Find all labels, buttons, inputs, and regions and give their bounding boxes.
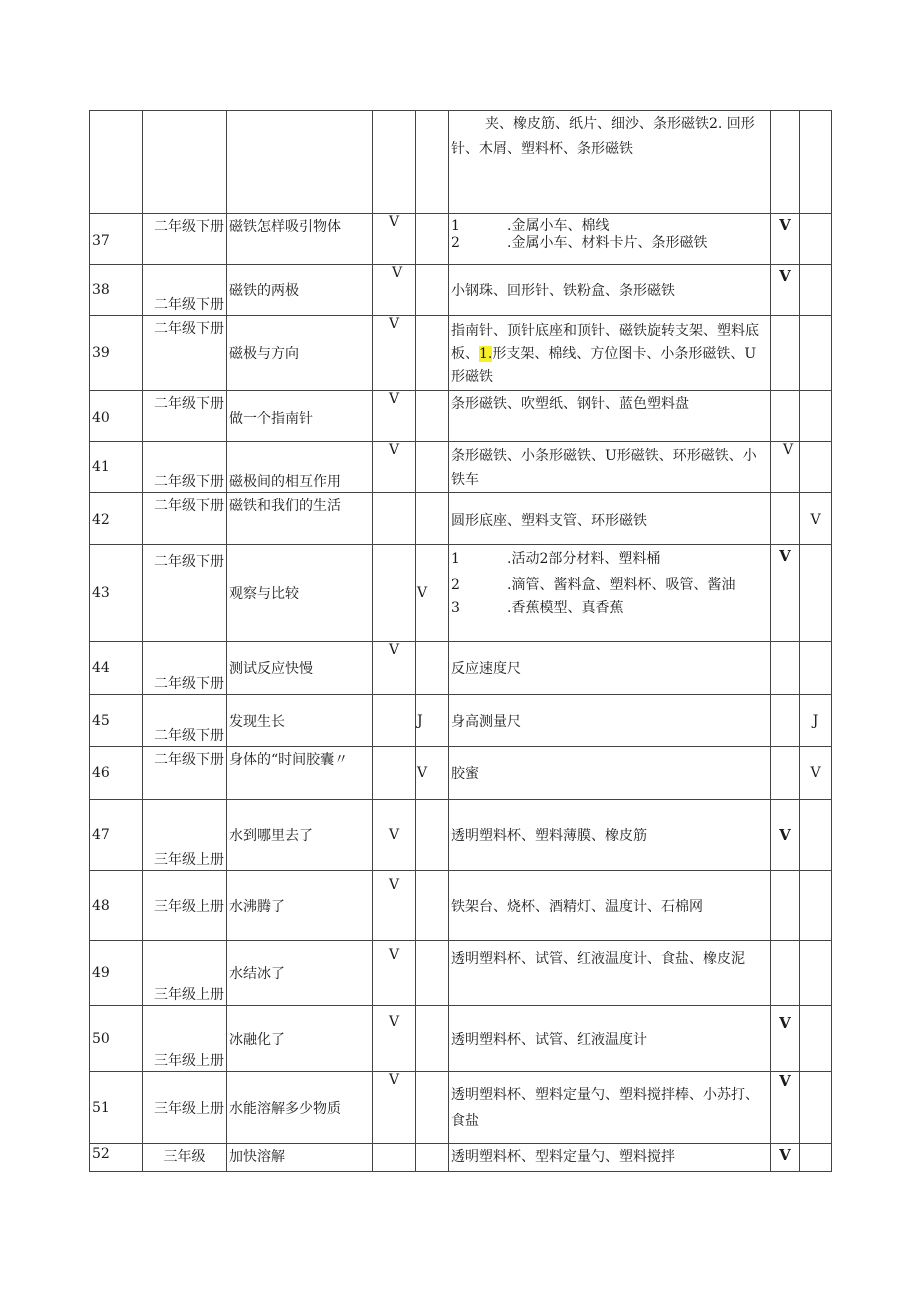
table-row xyxy=(90,1144,832,1172)
check-mark: V xyxy=(779,1014,791,1032)
mark-col8-cell xyxy=(800,1144,832,1172)
title-cell xyxy=(227,316,373,391)
table-row-continued xyxy=(90,111,832,214)
no-cell xyxy=(90,545,143,642)
check-mark: V xyxy=(779,267,791,285)
mark-col8-cell xyxy=(800,545,832,642)
check-mark: V xyxy=(779,1146,791,1164)
table-row xyxy=(90,1072,832,1144)
mark-col5-cell xyxy=(416,1072,449,1144)
title-cell xyxy=(227,391,373,442)
mark-col4-cell xyxy=(373,493,416,545)
lesson-title: 磁铁和我们的生活 xyxy=(229,498,341,514)
materials-cell xyxy=(449,871,771,941)
title-cell xyxy=(227,642,373,695)
title-cell xyxy=(227,800,373,871)
grade: 三年级上册 xyxy=(154,1100,224,1117)
mark-col8-cell xyxy=(800,1072,832,1144)
mark-col5-cell xyxy=(416,941,449,1006)
row-number: 40 xyxy=(92,410,110,426)
grade-cell xyxy=(143,391,227,442)
materials-cell xyxy=(449,800,771,871)
no-cell xyxy=(90,1072,143,1144)
mark-col5-cell xyxy=(416,265,449,316)
row-number: 46 xyxy=(92,765,110,781)
row-number: 44 xyxy=(92,660,110,676)
materials-text: 指南针、顶针底座和顶针、磁铁旋转支架、塑料底板、1.形支架、棉线、方位图卡、小条形磁铁、U形磁铁 xyxy=(451,323,759,385)
no-cell xyxy=(90,442,143,493)
no-cell xyxy=(90,493,143,545)
mark-col8-cell xyxy=(800,747,832,800)
check-mark: J xyxy=(812,712,819,729)
table-row xyxy=(90,391,832,442)
title-cell xyxy=(227,265,373,316)
mark-col7-cell xyxy=(771,545,800,642)
grade: 二年级下册 xyxy=(154,219,224,235)
grade-cell xyxy=(143,316,227,391)
title-cell xyxy=(227,1072,373,1144)
check-mark: V xyxy=(388,827,400,843)
grade-cell xyxy=(143,493,227,545)
lesson-title: 水能溶解多少物质 xyxy=(229,1100,341,1117)
mark-col7-cell xyxy=(771,871,800,941)
mark-col5-cell xyxy=(416,695,449,747)
mark-col4-cell xyxy=(373,871,416,941)
lesson-title: 冰融化了 xyxy=(229,1031,285,1048)
list-item: 1 .金属小车、棉线 xyxy=(451,218,610,234)
table-row xyxy=(90,642,832,695)
no-cell xyxy=(90,265,143,316)
check-mark: V xyxy=(779,216,791,234)
grade-cell xyxy=(143,111,227,214)
check-mark: V xyxy=(779,826,791,844)
lesson-title: 水沸腾了 xyxy=(229,898,285,915)
mark-col4-cell xyxy=(373,642,416,695)
title-cell xyxy=(227,695,373,747)
check-mark: V xyxy=(388,391,400,407)
mark-col8-cell xyxy=(800,941,832,1006)
materials-text: 小钢珠、回形针、铁粉盒、条形磁铁 xyxy=(451,283,675,299)
mark-col7-cell xyxy=(771,1006,800,1072)
materials-cell xyxy=(449,316,771,391)
mark-col8-cell xyxy=(800,265,832,316)
grade: 二年级下册 xyxy=(154,498,224,514)
grade-cell xyxy=(143,545,227,642)
mark-col7-cell xyxy=(771,800,800,871)
row-number: 49 xyxy=(92,965,110,981)
materials-cell xyxy=(449,1144,771,1172)
table-row xyxy=(90,265,832,316)
materials-cell xyxy=(449,111,771,214)
mark-col7-cell xyxy=(771,442,800,493)
title-cell xyxy=(227,941,373,1006)
grade: 二年级下册 xyxy=(154,728,224,744)
table-row xyxy=(90,747,832,800)
mark-col7-cell xyxy=(771,316,800,391)
materials-cell xyxy=(449,747,771,800)
mark-col5-cell xyxy=(416,493,449,545)
mark-col5-cell xyxy=(416,747,449,800)
mark-col5-cell xyxy=(416,871,449,941)
check-mark: V xyxy=(388,877,400,893)
table-row xyxy=(90,695,832,747)
grade: 二年级下册 xyxy=(154,554,224,570)
list-item: 2 .滴管、酱料盒、塑料杯、吸管、酱油 xyxy=(451,577,736,593)
lesson-title: 加快溶解 xyxy=(229,1149,285,1165)
check-mark: V xyxy=(388,1014,400,1030)
check-mark: V xyxy=(810,765,821,781)
mark-col7-cell xyxy=(771,1144,800,1172)
materials-text: 条形磁铁、吹塑纸、钢针、蓝色塑料盘 xyxy=(451,396,689,412)
materials-text: 铁架台、烧杯、酒精灯、温度计、石棉网 xyxy=(451,898,703,915)
mark-col8-cell xyxy=(800,391,832,442)
mark-col4-cell xyxy=(373,214,416,265)
check-mark: V xyxy=(388,1072,400,1088)
mark-col8-cell xyxy=(800,695,832,747)
materials-text: 胶蜜 xyxy=(451,766,479,782)
title-cell xyxy=(227,1144,373,1172)
mark-col4-cell xyxy=(373,941,416,1006)
row-number: 43 xyxy=(92,585,110,601)
check-mark: V xyxy=(391,265,403,281)
lesson-title: 磁铁的两极 xyxy=(229,283,299,299)
mark-col4-cell xyxy=(373,442,416,493)
mark-col5-cell xyxy=(416,1144,449,1172)
no-cell xyxy=(90,1006,143,1072)
grade-cell xyxy=(143,747,227,800)
row-number: 48 xyxy=(92,897,110,914)
materials-text: 透明塑料杯、试管、红液温度计 xyxy=(451,1031,647,1048)
mark-col7-cell xyxy=(771,695,800,747)
no-cell xyxy=(90,871,143,941)
mark-col8-cell xyxy=(800,493,832,545)
highlighted-text: 1. xyxy=(479,346,493,362)
grade-cell xyxy=(143,941,227,1006)
check-mark: V xyxy=(388,316,400,332)
mark-col8-cell xyxy=(800,214,832,265)
mark-col7-cell xyxy=(771,214,800,265)
lesson-title: 发现生长 xyxy=(229,713,285,730)
mark-col5-cell xyxy=(416,800,449,871)
lesson-title: 水到哪里去了 xyxy=(229,828,313,844)
grade-cell xyxy=(143,800,227,871)
no-cell xyxy=(90,695,143,747)
mark-col4-cell xyxy=(373,695,416,747)
check-mark: J xyxy=(417,712,423,729)
title-cell xyxy=(227,493,373,545)
lesson-title: 身体的“时间胶囊〃 xyxy=(229,752,349,768)
table-row xyxy=(90,545,832,642)
mark-col8-cell xyxy=(800,111,832,214)
check-mark: V xyxy=(388,214,400,230)
no-cell xyxy=(90,747,143,800)
grade: 三年级上册 xyxy=(154,1053,224,1069)
table-row xyxy=(90,871,832,941)
mark-col8-cell xyxy=(800,800,832,871)
mark-col8-cell xyxy=(800,442,832,493)
check-mark: V xyxy=(417,585,428,601)
mark-col4-cell xyxy=(373,1072,416,1144)
lesson-title: 做一个指南针 xyxy=(229,411,313,427)
materials-cell xyxy=(449,493,771,545)
materials-text: 透明塑料杯、塑料薄膜、橡皮筋 xyxy=(451,828,647,844)
lesson-title: 磁极间的相互作用 xyxy=(229,474,341,490)
materials-cell xyxy=(449,1006,771,1072)
materials-list xyxy=(449,545,770,618)
materials-cell xyxy=(449,545,771,642)
materials-list xyxy=(449,214,770,252)
mark-col7-cell xyxy=(771,941,800,1006)
grade-cell xyxy=(143,1072,227,1144)
lesson-title: 磁铁怎样吸引物体 xyxy=(229,219,341,235)
grade: 二年级下册 xyxy=(154,321,224,337)
mark-col5-cell xyxy=(416,545,449,642)
materials-cell xyxy=(449,391,771,442)
table-row xyxy=(90,1006,832,1072)
grade: 三年级上册 xyxy=(154,852,224,868)
no-cell xyxy=(90,642,143,695)
mark-col5-cell xyxy=(416,111,449,214)
row-number: 45 xyxy=(92,712,110,729)
mark-col8-cell xyxy=(800,1006,832,1072)
row-number: 50 xyxy=(92,1030,110,1047)
row-number: 37 xyxy=(92,233,110,249)
grade-cell xyxy=(143,642,227,695)
mark-col5-cell xyxy=(416,1006,449,1072)
row-number: 51 xyxy=(92,1099,110,1116)
mark-col4-cell xyxy=(373,545,416,642)
mark-col4-cell xyxy=(373,391,416,442)
row-number: 38 xyxy=(92,282,110,298)
materials-cell xyxy=(449,442,771,493)
title-cell xyxy=(227,111,373,214)
no-cell xyxy=(90,111,143,214)
grade: 二年级下册 xyxy=(154,676,224,692)
mark-col5-cell xyxy=(416,442,449,493)
check-mark: V xyxy=(783,442,794,458)
materials-text: 透明塑料杯、型料定量勺、塑料搅拌 xyxy=(451,1149,675,1165)
materials-text: 条形磁铁、小条形磁铁、U形磁铁、环形磁铁、小铁车 xyxy=(451,448,757,488)
lesson-title: 测试反应快慢 xyxy=(229,661,313,677)
no-cell xyxy=(90,391,143,442)
no-cell xyxy=(90,1144,143,1172)
mark-col7-cell xyxy=(771,111,800,214)
no-cell xyxy=(90,941,143,1006)
materials-text: 身高测量尺 xyxy=(451,713,521,730)
materials-cell xyxy=(449,642,771,695)
mark-col5-cell xyxy=(416,316,449,391)
check-mark: V xyxy=(779,547,791,565)
table-row xyxy=(90,493,832,545)
mark-col8-cell xyxy=(800,642,832,695)
mark-col4-cell xyxy=(373,1144,416,1172)
no-cell xyxy=(90,800,143,871)
title-cell xyxy=(227,747,373,800)
grade: 三年级上册 xyxy=(154,898,224,915)
check-mark: V xyxy=(810,512,821,528)
row-number: 52 xyxy=(92,1146,110,1162)
lesson-title: 磁极与方向 xyxy=(229,346,299,362)
table-row xyxy=(90,442,832,493)
check-mark: V xyxy=(388,442,400,458)
grade: 二年级下册 xyxy=(154,474,224,490)
check-mark: V xyxy=(779,1072,791,1090)
grade-cell xyxy=(143,214,227,265)
mark-col4-cell xyxy=(373,316,416,391)
mark-col5-cell xyxy=(416,642,449,695)
grade-cell xyxy=(143,695,227,747)
grade-cell xyxy=(143,1144,227,1172)
grade: 二年级下册 xyxy=(154,752,224,768)
mark-col4-cell xyxy=(373,800,416,871)
materials-text: 圆形底座、塑料支管、环形磁铁 xyxy=(451,513,647,529)
no-cell xyxy=(90,214,143,265)
grade: 二年级下册 xyxy=(154,297,224,313)
grade-cell xyxy=(143,871,227,941)
lesson-title: 水结冰了 xyxy=(229,966,285,982)
title-cell xyxy=(227,214,373,265)
table-row xyxy=(90,316,832,391)
check-mark: V xyxy=(388,947,400,963)
materials-cell xyxy=(449,695,771,747)
materials-cell xyxy=(449,214,771,265)
mark-col7-cell xyxy=(771,265,800,316)
mark-col7-cell xyxy=(771,493,800,545)
row-number: 39 xyxy=(92,345,110,361)
grade: 三年级上册 xyxy=(154,987,224,1003)
row-number: 41 xyxy=(92,459,110,475)
materials-text: 透明塑料杯、试管、红液温度计、食盐、橡皮泥 xyxy=(451,951,745,967)
mark-col4-cell xyxy=(373,747,416,800)
table-row xyxy=(90,800,832,871)
grade-cell xyxy=(143,265,227,316)
grade: 三年级 xyxy=(163,1149,206,1165)
mark-col7-cell xyxy=(771,747,800,800)
row-number: 47 xyxy=(92,827,110,843)
lesson-title: 观察与比较 xyxy=(229,586,299,602)
mark-col5-cell xyxy=(416,214,449,265)
mark-col8-cell xyxy=(800,316,832,391)
equipment-table xyxy=(89,110,832,1172)
materials-text: 透明塑料杯、塑料定量勺、塑料搅拌棒、小苏打、食盐 xyxy=(451,1087,759,1129)
check-mark: V xyxy=(417,765,428,781)
list-item: 3 .香蕉模型、真香蕉 xyxy=(451,600,624,616)
title-cell xyxy=(227,442,373,493)
mark-col8-cell xyxy=(800,871,832,941)
materials-text: 反应速度尺 xyxy=(451,661,521,677)
list-item: 1 .活动2部分材料、塑料桶 xyxy=(451,551,661,567)
title-cell xyxy=(227,871,373,941)
mark-col7-cell xyxy=(771,1072,800,1144)
materials-cell xyxy=(449,1072,771,1144)
mark-col4-cell xyxy=(373,111,416,214)
title-cell xyxy=(227,545,373,642)
mark-col7-cell xyxy=(771,391,800,442)
check-mark: V xyxy=(388,642,400,658)
table-row xyxy=(90,214,832,265)
mark-col4-cell xyxy=(373,265,416,316)
no-cell xyxy=(90,316,143,391)
materials-cell xyxy=(449,265,771,316)
materials-text: 夹、橡皮筋、纸片、细沙、条形磁铁2. 回形针、木屑、塑料杯、条形磁铁 xyxy=(451,116,755,157)
grade-cell xyxy=(143,442,227,493)
mark-col7-cell xyxy=(771,642,800,695)
materials-cell xyxy=(449,941,771,1006)
list-item: 2 .金属小车、材料卡片、条形磁铁 xyxy=(451,235,708,251)
mark-col5-cell xyxy=(416,391,449,442)
grade-cell xyxy=(143,1006,227,1072)
grade: 二年级下册 xyxy=(154,396,224,412)
row-number: 42 xyxy=(92,512,110,528)
table-row xyxy=(90,941,832,1006)
title-cell xyxy=(227,1006,373,1072)
mark-col4-cell xyxy=(373,1006,416,1072)
